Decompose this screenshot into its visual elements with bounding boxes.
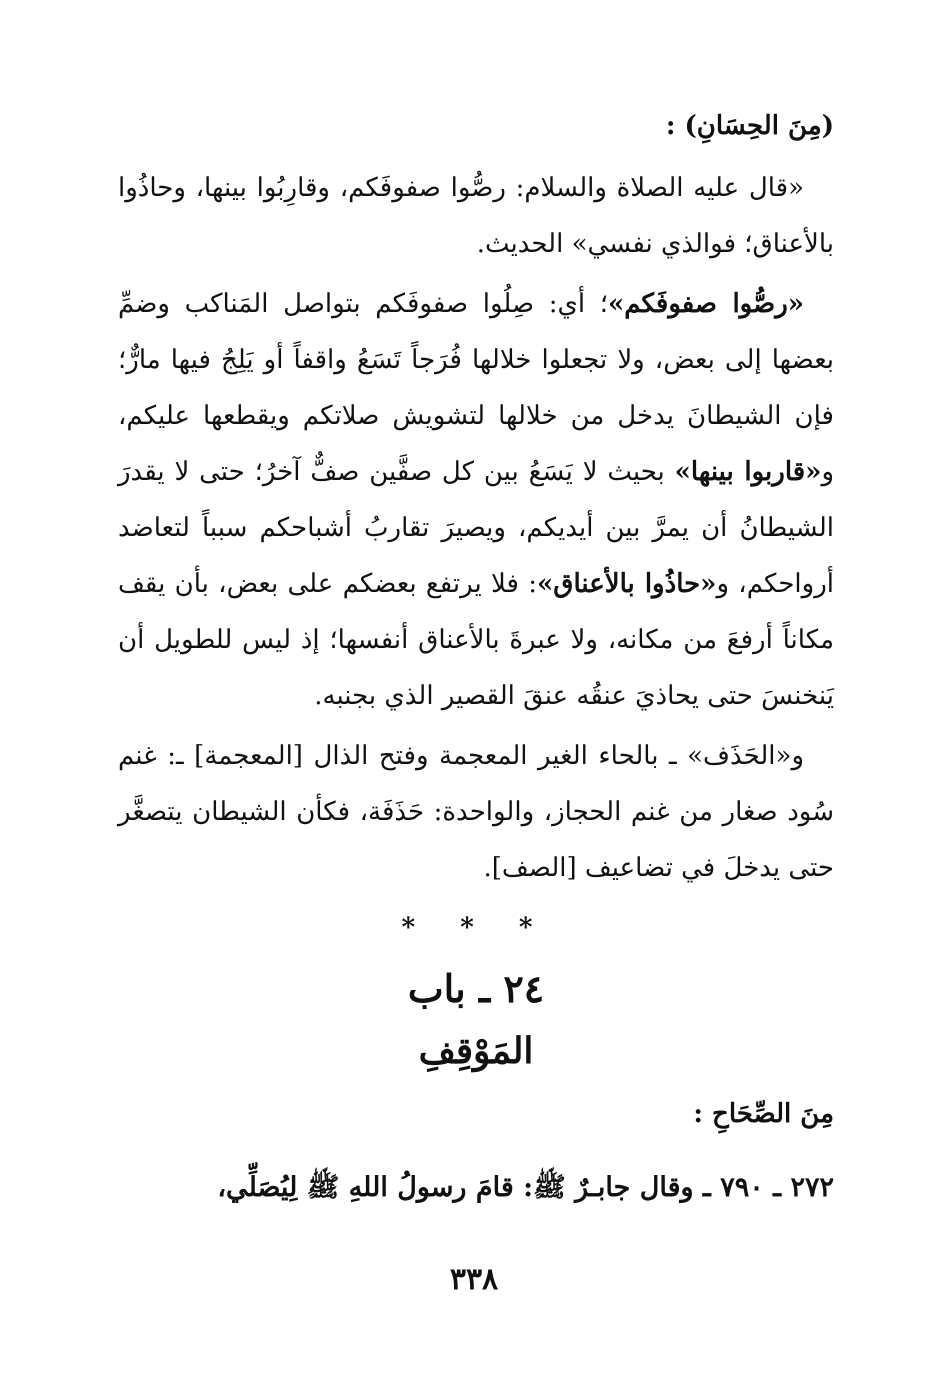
chapter-number: ٢٤ ـ باب	[407, 966, 545, 1011]
section-separator: * * *	[401, 913, 551, 943]
commentary-paragraph	[118, 276, 834, 724]
commentary-text: : فلا يرتفع بعضكم على بعض، بأن يقف مكاناً أرفعَ من مكانه، ولا عبرةَ بالأعناق أنفسها؛ إذ ليس للطويل أن يَنخنسَ حتى يحاذيَ عنقُه عنقَ القصير الذي بجنبه.	[118, 569, 834, 711]
section-heading-hisan: (مِنَ الحِسَانِ) :	[665, 111, 834, 141]
quoted-phrase: «حاذُوا بالأعناق»	[537, 569, 717, 599]
quoted-phrase: «قاربوا بينها»	[674, 457, 822, 487]
commentary-text: ؛ أي: صِلُوا صفوفَكم بتواصل المَناكب وضمِّ بعضها إلى بعض، ولا تجعلوا خلالها فُرَجاً تَسَعُ واقفاً أو يَلِجُ فيها مارٌّ؛ فإن الشيطانَ يدخل من خلالها لتشويش صلاتكم ويقطعها عليكم، و	[118, 289, 834, 487]
chapter-title: المَوْقِفِ	[418, 1030, 534, 1072]
commentary-text: بحيث لا يَسَعُ بين كل صفَّين صفٌّ آخرُ؛ حتى لا يقدرَ الشيطانُ أن يمرَّ بين أيديكم، ويصيرَ تقاربُ أشباحكم سبباً لتعاضد أرواحكم، و	[118, 457, 834, 599]
page-body	[118, 98, 834, 1216]
hadith-intro-paragraph: «قال عليه الصلاة والسلام: رصُّوا صفوفَكم، وقارِبُوا بينها، وحاذُوا بالأعناق؛ فوالذي نفسي» الحديث.	[118, 173, 834, 259]
page-number: ٣٣٨	[449, 1262, 499, 1297]
definition-paragraph: و«الحَذَف» ـ بالحاء الغير المعجمة وفتح الذال [المعجمة] ـ: غنم سُود صغار من غنم الحجاز، والواحدة: حَذَفَة، فكأن الشيطان يتصغَّر حتى يدخلَ في تضاعيف [الصف].	[118, 741, 834, 883]
section-heading-sihah: مِنَ الصِّحَاحِ :	[693, 1099, 834, 1129]
quoted-phrase: «رصُّوا صفوفَكم»	[608, 289, 804, 319]
hadith-line: ٢٧٢ ـ ٧٩٠ ـ وقال جابـرٌ ﷺ: قامَ رسولُ اللهِ ﷺ لِيُصَلِّي،	[217, 1172, 834, 1203]
